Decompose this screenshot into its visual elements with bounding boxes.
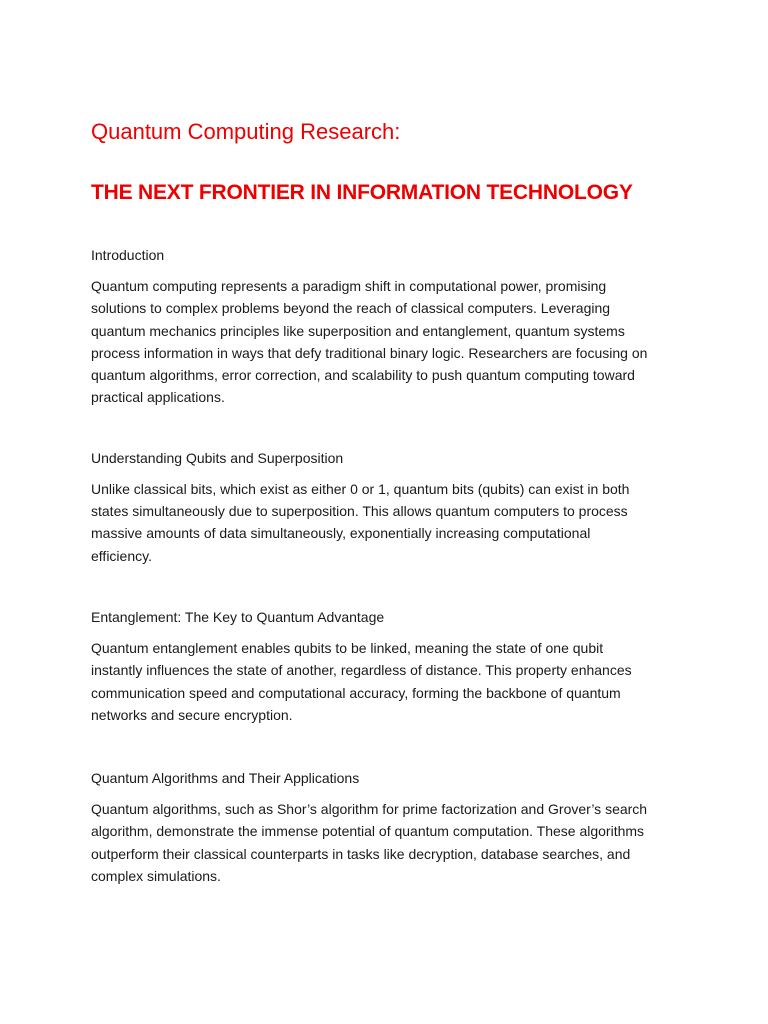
paragraph-line: process information in ways that defy traditional binary logic. Researchers are focusing on	[91, 344, 648, 361]
document-body	[91, 117, 691, 887]
paragraph-line: Unlike classical bits, which exist as either 0 or 1, quantum bits (qubits) can exist in both	[91, 480, 630, 497]
document-subtitle: THE NEXT FRONTIER IN INFORMATION TECHNOLOGY	[91, 181, 633, 204]
paragraph-line: complex simulations.	[91, 868, 221, 885]
document-title: Quantum Computing Research:	[91, 119, 401, 144]
paragraph-line: states simultaneously due to superposition. This allows quantum computers to process	[91, 503, 628, 520]
paragraph-line: communication speed and computational accuracy, forming the backbone of quantum	[91, 684, 621, 701]
section-introduction	[91, 245, 691, 409]
paragraph-line: practical applications.	[91, 389, 225, 406]
section-heading: Introduction	[91, 247, 165, 263]
section-heading: Quantum Algorithms and Their Applications	[91, 770, 360, 787]
paragraph-line: quantum algorithms, error correction, and scalability to push quantum computing toward	[91, 367, 635, 384]
section-entanglement	[91, 607, 691, 726]
section-paragraph	[91, 478, 691, 567]
paragraph-line: efficiency.	[91, 547, 152, 564]
section-paragraph	[91, 798, 691, 887]
section-algorithms	[91, 768, 691, 887]
section-qubits	[91, 448, 691, 567]
paragraph-line: algorithm, demonstrate the immense potential of quantum computation. These algorithms	[91, 823, 645, 840]
section-heading: Understanding Qubits and Superposition	[91, 449, 344, 466]
paragraph-line: instantly influences the state of another, regardless of distance. This property enhances	[91, 662, 632, 679]
section-paragraph	[91, 275, 691, 409]
paragraph-line: outperform their classical counterparts in tasks like decryption, database searches, and	[91, 845, 631, 862]
paragraph-line: networks and secure encryption.	[91, 706, 293, 723]
paragraph-line: solutions to complex problems beyond the reach of classical computers. Leveraging	[91, 300, 611, 317]
paragraph-line: Quantum computing represents a paradigm shift in computational power, promising	[91, 278, 607, 294]
section-heading: Entanglement: The Key to Quantum Advantage	[91, 608, 385, 625]
paragraph-line: Quantum algorithms, such as Shor’s algorithm for prime factorization and Grover’s search	[91, 801, 648, 818]
paragraph-line: quantum mechanics principles like superposition and entanglement, quantum systems	[91, 322, 625, 339]
paragraph-line: Quantum entanglement enables qubits to be linked, meaning the state of one qubit	[91, 639, 604, 656]
paragraph-line: massive amounts of data simultaneously, exponentially increasing computational	[91, 525, 591, 542]
section-paragraph	[91, 637, 691, 726]
